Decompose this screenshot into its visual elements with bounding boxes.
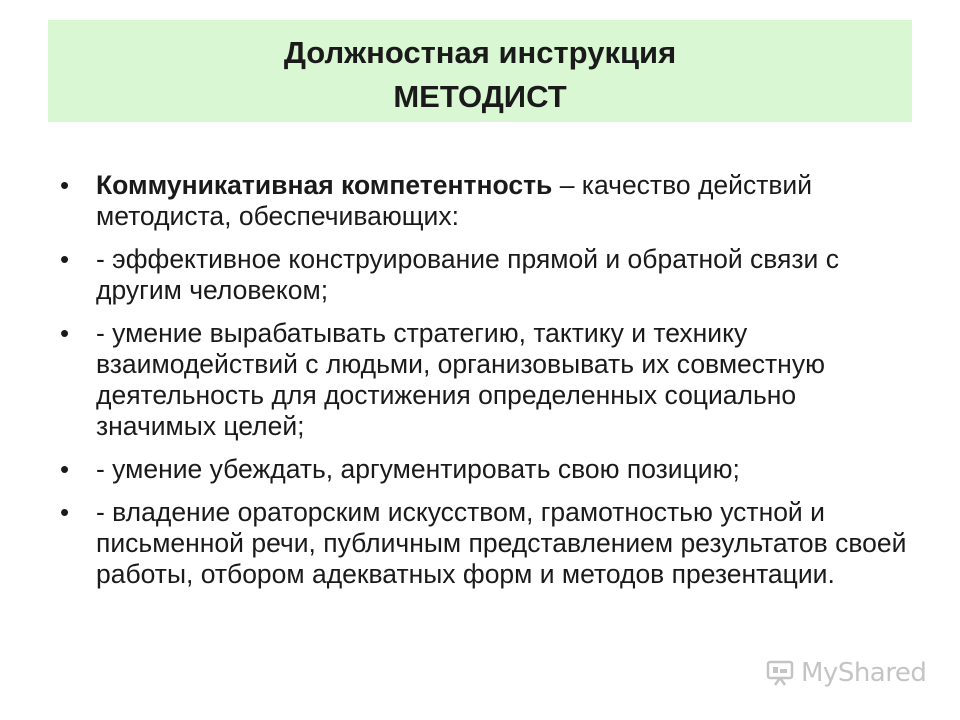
title-banner	[48, 20, 912, 122]
bullet-marker: •	[60, 318, 70, 348]
bullet-item	[60, 318, 910, 442]
bullet-item	[60, 454, 910, 485]
bullet-text: - эффективное конструирование прямой и обратной связи с другим человеком;	[96, 244, 839, 305]
bullet-text: - владение ораторским искусством, грамотностью устной и письменной речи, публичным представлением результатов своей работы, отбором адекватных форм и методов презентации.	[96, 497, 907, 589]
bullet-term: Коммуникативная компетентность	[96, 170, 553, 200]
bullet-marker: •	[60, 497, 70, 527]
bullet-text: - умение убеждать, аргументировать свою позицию;	[96, 454, 740, 484]
bullet-marker: •	[60, 244, 70, 274]
bullet-marker: •	[60, 454, 70, 484]
watermark-text: MyShared	[801, 658, 927, 688]
bullet-text: - умение вырабатывать стратегию, тактику и технику взаимодействий с людьми, организовывать их совместную деятельность для достижения определенных социально значимых целей;	[96, 318, 825, 441]
bullet-item	[60, 497, 910, 590]
presentation-board-icon	[765, 658, 795, 688]
title-line-2: МЕТОДИСТ	[393, 79, 567, 114]
bullet-item	[60, 170, 910, 232]
bullet-list	[60, 170, 910, 602]
title-line-1: Должностная инструкция	[283, 35, 677, 70]
bullet-item	[60, 244, 910, 306]
bullet-marker: •	[60, 170, 70, 200]
bullet-text: – качество действий методиста, обеспечивающих:	[96, 170, 813, 231]
watermark	[765, 655, 926, 691]
